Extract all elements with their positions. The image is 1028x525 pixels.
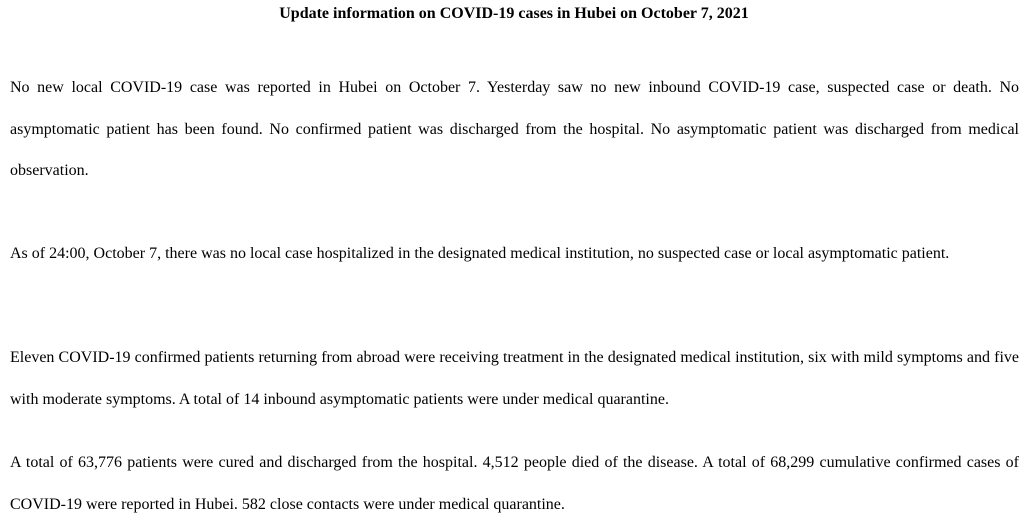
paragraph-inbound-patients: Eleven COVID-19 confirmed patients returning from abroad were receiving treatment in the designated medical institution, six with mild symptoms and five with moderate symptoms. A total of 14 inbound asymptomatic patients were under medical quarantine. (10, 349, 1019, 408)
paragraph-hospitalized-status: As of 24:00, October 7, there was no local case hospitalized in the designated medical institution, no suspected case or local asymptomatic patient. (10, 245, 950, 262)
page-title: Update information on COVID-19 cases in Hubei on October 7, 2021 (279, 5, 749, 22)
paragraph-new-cases: No new local COVID-19 case was reported in Hubei on October 7. Yesterday saw no new inbound COVID-19 case, suspected case or death. No asymptomatic patient has been found. No confirmed patient was discharged from the hospital. No asymptomatic patient was discharged from medical observation. (10, 79, 1019, 179)
paragraph-cumulative-totals: A total of 63,776 patients were cured and discharged from the hospital. 4,512 people died of the disease. A total of 68,299 cumulative confirmed cases of COVID-19 were reported in Hubei. 582 close contacts were under medical quarantine. (10, 454, 1019, 513)
